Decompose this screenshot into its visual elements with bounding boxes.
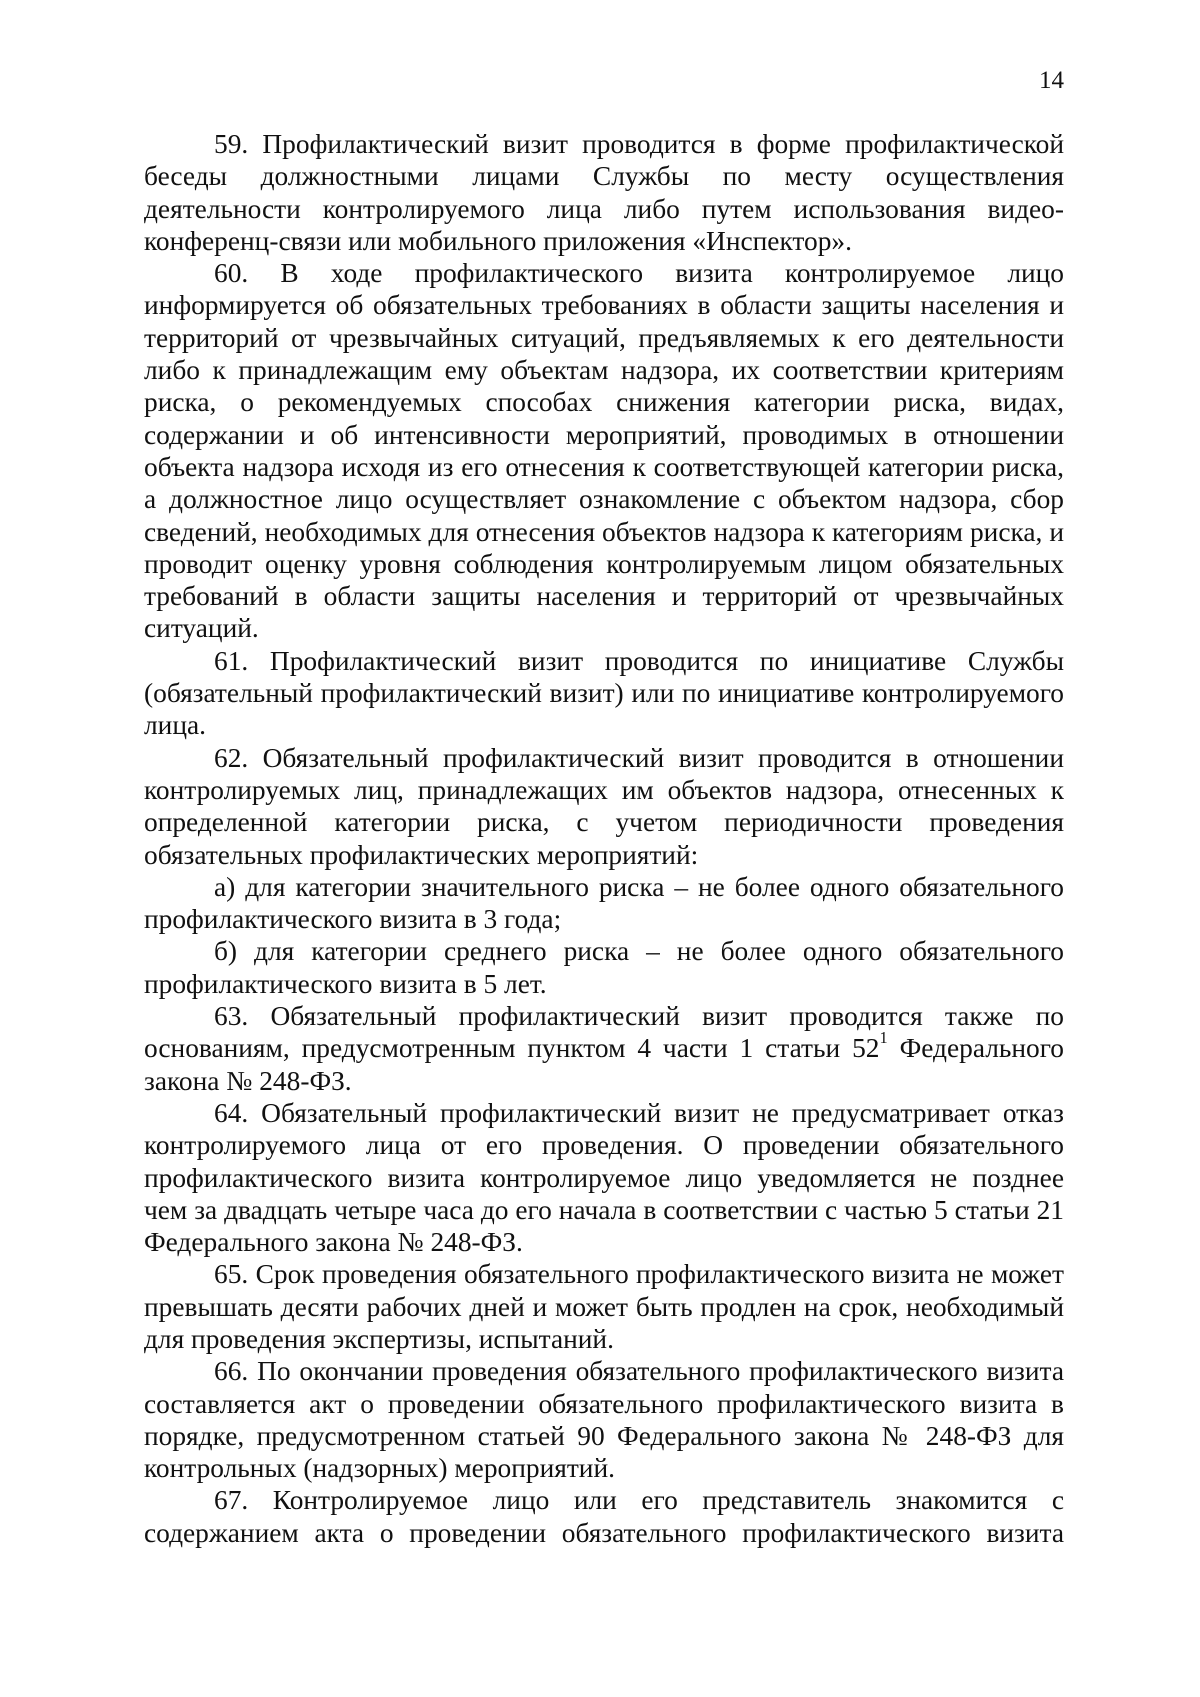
article-superscript: 1 <box>879 1028 888 1048</box>
paragraph-63-text-after: Федерального закона № 248-ФЗ. <box>144 1033 1064 1096</box>
paragraph-60: 60. В ходе профилактического визита контролируемое лицо информируется об обязательных требованиях в области защиты населения и территорий от чрезвычайных ситуаций, предъявляемых к его деятельности либо к принадлежащим ему объектам надзора, их соответствии критериям риска, о рекомендуемых способах снижения категории риска, видах, содержании и об интенсивности мероприятий, проводимых в отношении объекта надзора исходя из его отнесения к соответствующей категории риска, а должностное лицо осуществляет ознакомление с объектом надзора, сбор сведений, необходимых для отнесения объектов надзора к категориям риска, и проводит оценку уровня соблюдения контролируемым лицом обязательных требований в области защиты населения и территорий от чрезвычайных ситуаций. <box>144 258 1064 644</box>
paragraph-61: 61. Профилактический визит проводится по инициативе Службы (обязательный профилактический визит) или по инициативе контролируемого лица. <box>144 645 1064 741</box>
page-number: 14 <box>1039 67 1064 94</box>
paragraph-62-item-b: б) для категории среднего риска – не более одного обязательного профилактического визита в 5 лет. <box>144 936 1064 999</box>
paragraph-63-text-before: 63. Обязательный профилактический визит проводится также по основаниям, предусмотренным пунктом 4 части 1 статьи 52 <box>144 1001 1064 1064</box>
document-body <box>144 128 1064 1549</box>
paragraph-66: 66. По окончании проведения обязательного профилактического визита составляется акт о проведении обязательного профилактического визита в порядке, предусмотренном статьей 90 Федерального закона № 248-ФЗ для контрольных (надзорных) мероприятий. <box>144 1356 1064 1484</box>
paragraph-62-item-a: а) для категории значительного риска – не более одного обязательного профилактического визита в 3 года; <box>144 871 1064 935</box>
paragraph-65: 65. Срок проведения обязательного профилактического визита не может превышать десяти рабочих дней и может быть продлен на срок, необходимый для проведения экспертизы, испытаний. <box>144 1259 1064 1354</box>
paragraph-63 <box>144 1000 1064 1097</box>
paragraph-64: 64. Обязательный профилактический визит не предусматривает отказ контролируемого лица от его проведения. О проведении обязательного профилактического визита контролируемое лицо уведомляется не позднее чем за двадцать четыре часа до его начала в соответствии с частью 5 статьи 21 Федерального закона № 248-ФЗ. <box>144 1097 1064 1258</box>
paragraph-67: 67. Контролируемое лицо или его представитель знакомится с содержанием акта о проведении обязательного профилактического визита <box>144 1485 1064 1548</box>
paragraph-62: 62. Обязательный профилактический визит проводится в отношении контролируемых лиц, принадлежащих им объектов надзора, отнесенных к определенной категории риска, с учетом периодичности проведения обязательных профилактических мероприятий: <box>144 742 1064 870</box>
paragraph-59: 59. Профилактический визит проводится в форме профилактической беседы должностными лицами Службы по месту осуществления деятельности контролируемого лица либо путем использования видео-конференц-связи или мобильного приложения «Инспектор». <box>144 129 1064 256</box>
